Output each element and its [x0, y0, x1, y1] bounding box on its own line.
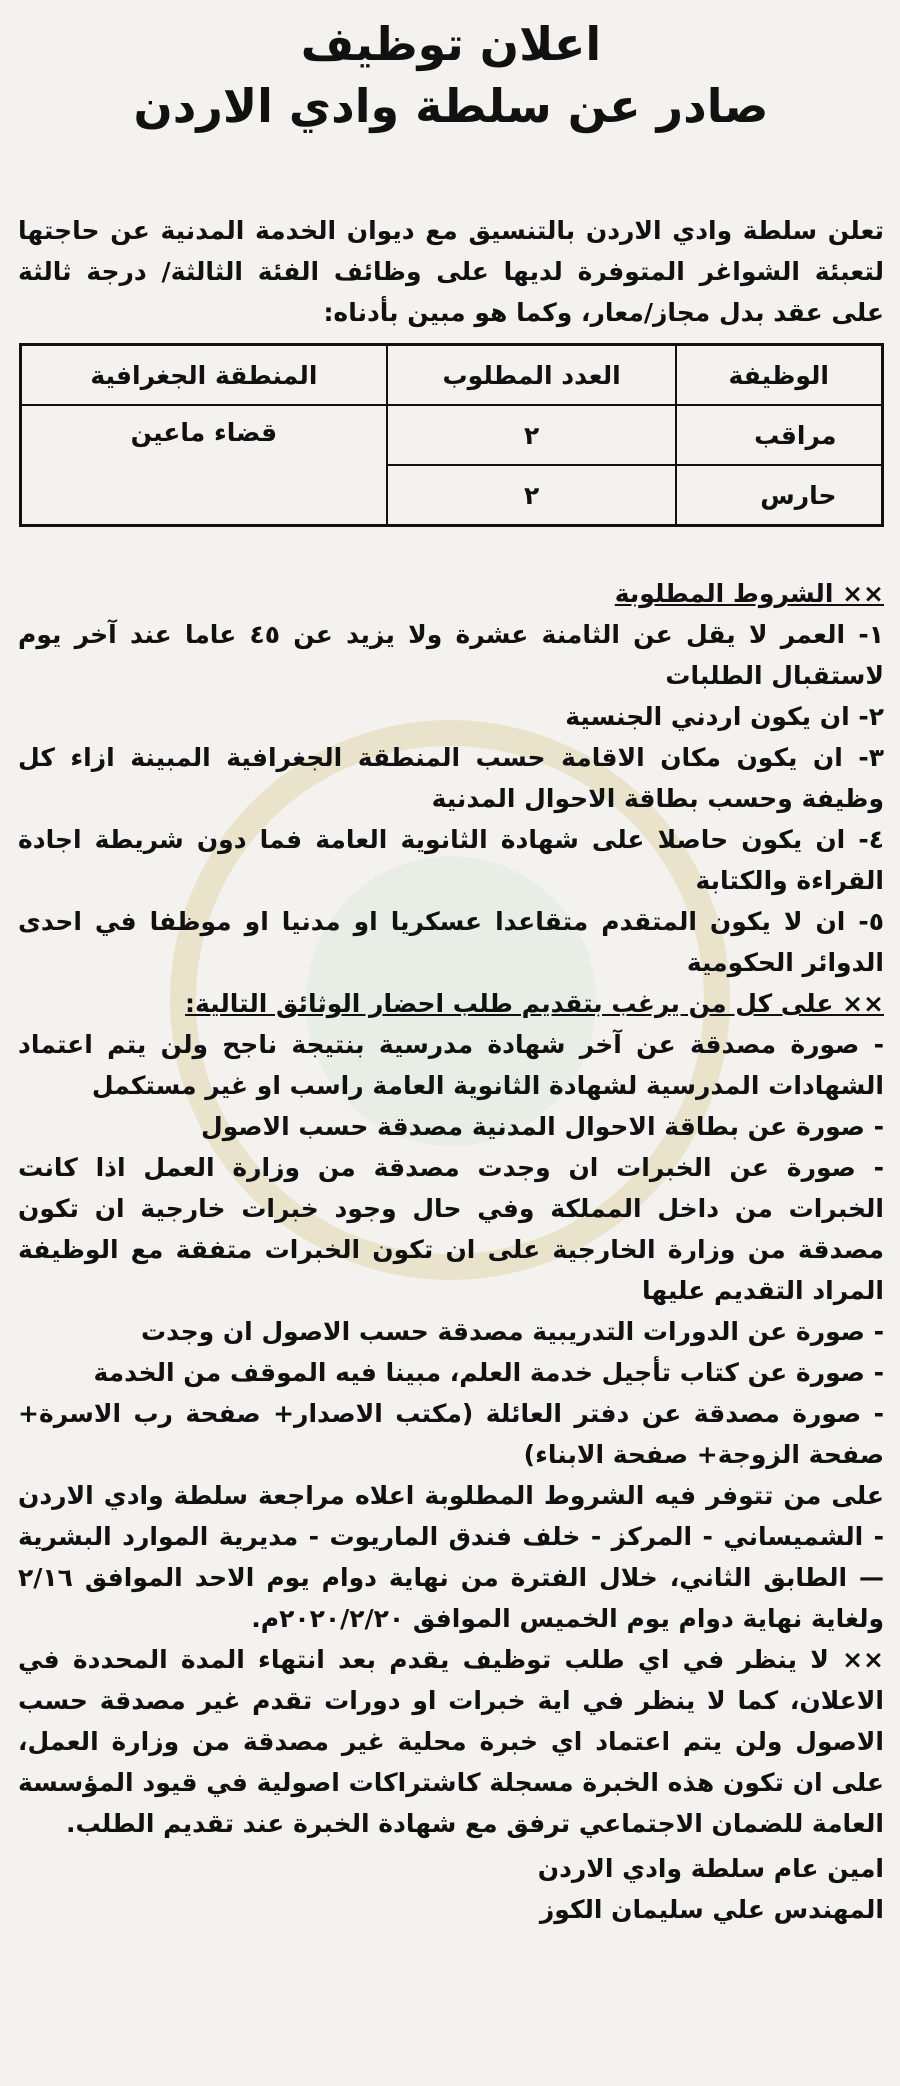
signature-name: المهندس علي سليمان الكوز — [539, 1895, 884, 1924]
header-region: المنطقة الجغرافية — [20, 345, 387, 406]
condition-item: ٢- ان يكون اردني الجنسية — [565, 702, 884, 731]
header-count: العدد المطلوب — [387, 345, 676, 406]
table-header-row — [20, 345, 882, 406]
conditions-heading: ×× الشروط المطلوبة — [614, 579, 884, 608]
intro-paragraph: تعلن سلطة وادي الاردن بالتنسيق مع ديوان الخدمة المدنية عن حاجتها لتعبئة الشواغر المتوفرة لديها على وظائف الفئة الثالثة/ درجة ثالثة على عقد بدل مجاز/معار، وكما هو مبين بأدناه: — [18, 216, 884, 327]
count-cell: ٢ — [387, 405, 676, 465]
region-cell: قضاء ماعين — [20, 405, 387, 526]
condition-item: ٣- ان يكون مكان الاقامة حسب المنطقة الجغرافية المبينة ازاء كل وظيفة وحسب بطاقة الاحوال المدنية — [18, 743, 884, 813]
signature-title: امين عام سلطة وادي الاردن — [537, 1854, 884, 1883]
document-item: - صورة عن الخبرات ان وجدت مصدقة من وزارة العمل اذا كانت الخبرات من داخل المملكة وفي حال وجود خبرات خارجية ان تكون مصدقة من وزارة الخارجية على ان تكون الخبرات متفقة مع الوظيفة المراد التقديم عليها — [18, 1153, 884, 1305]
document-item: - صورة عن كتاب تأجيل خدمة العلم، مبينا فيه الموقف من الخدمة — [93, 1358, 884, 1387]
table-row — [20, 405, 882, 465]
announcement-subtitle: صادر عن سلطة وادي الاردن — [133, 79, 769, 133]
review-paragraph: على من تتوفر فيه الشروط المطلوبة اعلاه مراجعة سلطة وادي الاردن - الشميساني - المركز - خلف فندق الماريوت - مديرية الموارد البشرية — الطابق الثاني، خلال الفترة من نهاية دوام يوم الاحد الموافق ٢/١٦ ولغاية نهاية دوام يوم الخميس الموافق ٢٠٢٠/٢/٢٠م. — [18, 1481, 884, 1633]
condition-item: ٥- ان لا يكون المتقدم متقاعدا عسكريا او مدنيا او موظفا في احدى الدوائر الحكومية — [18, 907, 884, 977]
documents-heading: ×× على كل من يرغب بتقديم طلب احضار الوثائق التالية: — [185, 989, 884, 1018]
count-cell: ٢ — [387, 465, 676, 526]
condition-item: ٤- ان يكون حاصلا على شهادة الثانوية العامة فما دون شريطة اجادة القراءة والكتابة — [18, 825, 884, 895]
jobs-table — [19, 343, 884, 527]
condition-item: ١- العمر لا يقل عن الثامنة عشرة ولا يزيد عن ٤٥ عاما عند آخر يوم لاستقبال الطلبات — [18, 620, 884, 690]
document-item: - صورة عن الدورات التدريبية مصدقة حسب الاصول ان وجدت — [141, 1317, 884, 1346]
document-item: - صورة مصدقة عن دفتر العائلة (مكتب الاصدار+ صفحة رب الاسرة+ صفحة الزوجة+ صفحة الابناء) — [18, 1399, 884, 1469]
document-item: - صورة عن بطاقة الاحوال المدنية مصدقة حسب الاصول — [201, 1112, 884, 1141]
note-paragraph: ×× لا ينظر في اي طلب توظيف يقدم بعد انتهاء المدة المحددة في الاعلان، كما لا ينظر في اية خبرات او دورات تقدم غير مصدقة حسب الاصول ولن يتم اعتماد اي خبرة محلية غير مصدقة من وزارة العمل، على ان تكون هذه الخبرة مسجلة كاشتراكات اصولية في قيود المؤسسة العامة للضمان الاجتماعي ترفق مع شهادة الخبرة عند تقديم الطلب. — [18, 1645, 884, 1838]
job-cell: حارس — [676, 465, 882, 526]
header-job: الوظيفة — [676, 345, 882, 406]
announcement-title: اعلان توظيف — [300, 17, 602, 71]
announcement-content — [18, 0, 884, 1930]
job-cell: مراقب — [676, 405, 882, 465]
document-item: - صورة مصدقة عن آخر شهادة مدرسية بنتيجة ناجح ولن يتم اعتماد الشهادات المدرسية لشهادة الثانوية العامة راسب او غير مستكمل — [18, 1030, 884, 1100]
